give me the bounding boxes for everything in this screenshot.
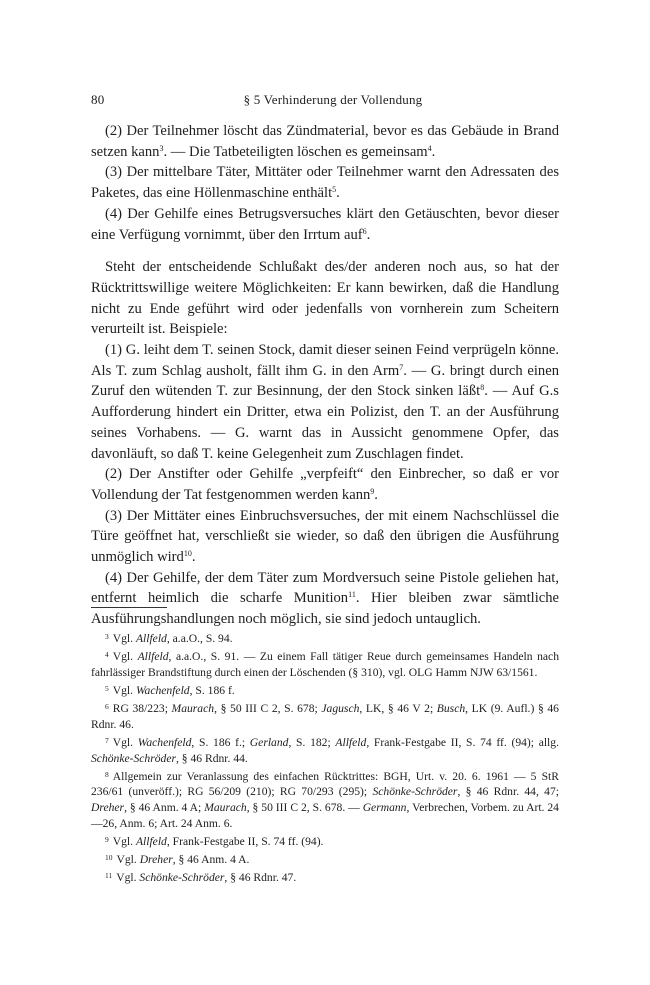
example-paragraph: (3) Der mittelbare Täter, Mittäter oder Teilnehmer warnt den Adressaten des Paketes, das eine Höllenmaschine enthält$^5$. (91, 164, 559, 202)
footnote-ref[interactable]: 5 (332, 185, 337, 195)
intro-paragraph: Steht der entscheidende Schlußakt des/der anderen noch aus, so hat der Rücktrittswillige weitere Möglichkeiten: Er kann bewirken, daß die Handlung nicht zu Ende geführt wird oder jedenfalls von vornherein zum Scheitern verurteilt ist. Beispiele: (91, 259, 559, 338)
footnote-ref[interactable]: 7 (399, 362, 404, 372)
footnote: $^7$ Vgl. Wachenfeld, S. 186 f.; Gerland, S. 182; Allfeld, Frank-Festgabe II, S. 74 ff. (94); allg. Schönke-Schröder, § 46 Rdnr. 44. (91, 735, 559, 765)
footnote-ref[interactable]: 8 (480, 383, 485, 393)
footnote-ref[interactable]: 6 (362, 226, 367, 236)
page-number: 80 (91, 92, 105, 107)
footnote-ref[interactable]: 11 (348, 590, 356, 600)
footnote: $^{10}$ Vgl. Dreher, § 46 Anm. 4 A. (105, 852, 250, 866)
main-text (91, 121, 559, 630)
example-paragraph: (1) G. leiht dem T. seinen Stock, damit dieser seinen Feind verprügeln könne. Als T. zum Schlag ausholt, fällt ihm G. in den Arm$^7$. — G. bringt durch einen Zuruf den wütenden T. zur Besinnung, der den Stock sinken läßt$^8$. — Auf G.s Aufforderung hindert ein Dritter, etwa ein Polizist, den T. an der Ausführung seines Vorhabens. — G. warnt das in Aussicht genommene Opfer, das davonläuft, so daß T. keine Gelegenheit zum Zuschlagen findet. (91, 342, 559, 462)
footnote: $^9$ Vgl. Allfeld, Frank-Festgabe II, S. 74 ff. (94). (105, 834, 324, 848)
example-paragraph: (4) Der Gehilfe eines Betrugsversuches klärt den Getäuschten, bevor dieser eine Verfügung vornimmt, über den Irrtum auf$^6$. (91, 205, 559, 243)
example-paragraph: (3) Der Mittäter eines Einbruchsversuches, der mit einem Nachschlüssel die Türe geöffnet hat, verschließt sie wieder, so daß den übrigen die Ausführung unmöglich wird$^{10}$. (91, 507, 559, 566)
footnote-ref[interactable]: 10 (183, 549, 192, 559)
example-paragraph: (2) Der Teilnehmer löscht das Zündmaterial, bevor es das Gebäude in Brand setzen kann$^3$. — Die Tatbeteiligten löschen es gemeinsam$^4$. (91, 123, 559, 160)
footnote: $^6$ RG 38/223; Maurach, § 50 III C 2, S. 678; Jagusch, LK, § 46 V 2; Busch, LK (9. Aufl.) § 46 Rdnr. 46. (91, 702, 559, 731)
footnote: $^5$ Vgl. Wachenfeld, S. 186 f. (105, 683, 235, 697)
example-paragraph: (2) Der Anstifter oder Gehilfe „verpfeift“ den Einbrecher, so daß er vor Vollendung der Tat festgenommen werden kann$^9$. (91, 466, 559, 503)
example-paragraph: (4) Der Gehilfe, der dem Täter zum Mordversuch seine Pistole geliehen hat, entfernt heimlich die scharfe Munition$^{11}$. Hier bleiben zwar sämtliche Ausführungshandlungen noch möglich, sie sind jedoch untauglich. (91, 569, 559, 628)
footnote-ref[interactable]: 9 (370, 486, 375, 496)
page-header (91, 92, 559, 110)
footnote-divider (91, 607, 167, 608)
footnotes (91, 631, 559, 888)
footnote-ref[interactable]: 3 (159, 143, 164, 153)
footnote: $^8$ Allgemein zur Veranlassung des einfachen Rücktrittes: BGH, Urt. v. 20. 6. 1961 — 5 StR 236/61 (unveröff.); RG 56/209 (210); RG 70/293 (295); Schönke-Schröder, § 46 Rdnr. 44, 47; Dreher, § 46 Anm. 4 A; Maurach, § 50 III C 2, S. 678. — Germann, Verbrechen, Vorbem. zu Art. 24—26, Anm. 6; Art. 24 Anm. 6. (91, 769, 559, 830)
running-head: § 5 Verhinderung der Vollendung (243, 92, 423, 107)
footnote: $^4$ Vgl. Allfeld, a.a.O., S. 91. — Zu einem Fall tätiger Reue durch gemeinsames Handeln nach fahrlässiger Brandstiftung durch einen der Löschenden (§ 310), vgl. OLG Hamm NJW 63/1561. (91, 650, 559, 679)
footnote-ref[interactable]: 4 (427, 143, 432, 153)
footnote: $^{11}$ Vgl. Schönke-Schröder, § 46 Rdnr. 47. (105, 871, 297, 885)
footnote: $^3$ Vgl. Allfeld, a.a.O., S. 94. (105, 632, 233, 645)
